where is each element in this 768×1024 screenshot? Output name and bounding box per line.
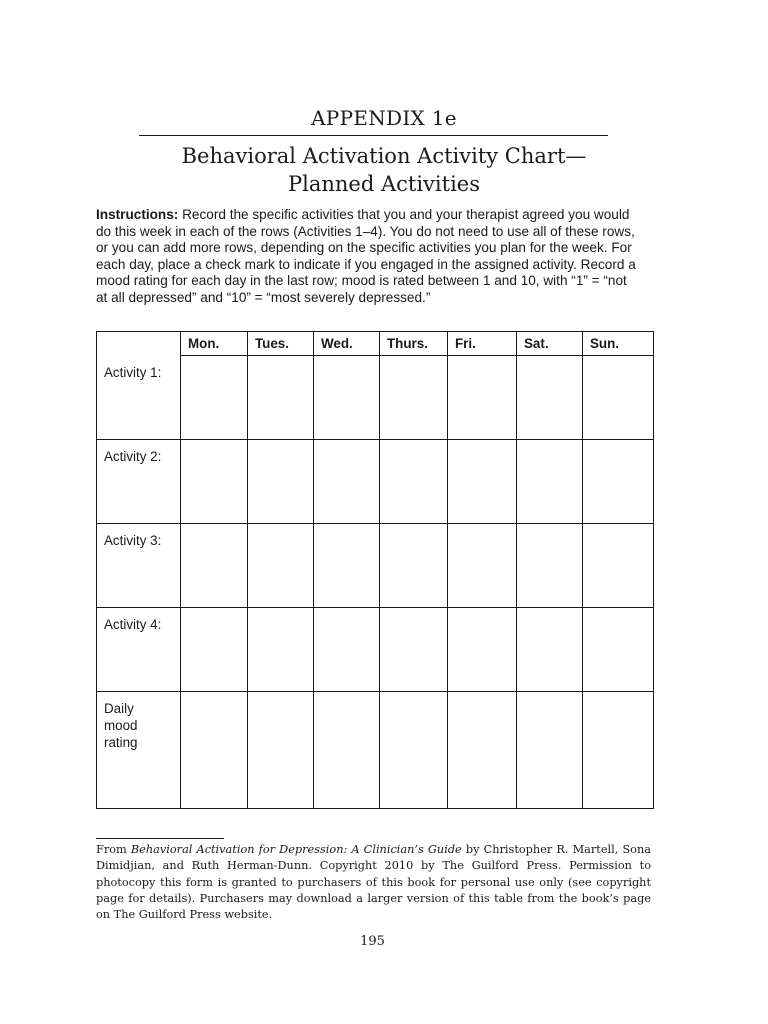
table-cell[interactable]	[583, 692, 654, 809]
title-line-1: Behavioral Activation Activity Chart—	[181, 144, 587, 168]
table-cell[interactable]	[248, 692, 314, 809]
table-cell[interactable]	[448, 608, 517, 692]
table-cell[interactable]	[517, 440, 583, 524]
page-number: 195	[360, 934, 385, 949]
table-row	[97, 608, 654, 692]
table-cell[interactable]	[583, 440, 654, 524]
table-row	[97, 356, 654, 440]
table-cell[interactable]	[314, 608, 380, 692]
row-label: Activity 3:	[97, 524, 181, 608]
row-label: Activity 2:	[97, 440, 181, 524]
table-cell[interactable]	[314, 524, 380, 608]
heading-rule	[139, 135, 608, 136]
header-day: Sat.	[517, 332, 583, 356]
footnote	[96, 842, 651, 923]
table-cell[interactable]	[181, 692, 248, 809]
header-corner	[97, 332, 181, 356]
header-day: Sun.	[583, 332, 654, 356]
mood-row	[97, 692, 654, 809]
table-cell[interactable]	[517, 692, 583, 809]
table-cell[interactable]	[248, 440, 314, 524]
table-cell[interactable]	[314, 440, 380, 524]
table-header-row	[97, 332, 654, 356]
page-title	[0, 142, 768, 198]
instructions-paragraph	[96, 207, 636, 307]
table-cell[interactable]	[181, 608, 248, 692]
header-day: Fri.	[448, 332, 517, 356]
table-cell[interactable]	[517, 524, 583, 608]
table-cell[interactable]	[448, 356, 517, 440]
footnote-text: by Christopher R. Martell, Sona Dimidjian, and Ruth Herman-Dunn. Copyright 2010 by The Guilford Press. Permission to photocopy this form is granted to purchasers of this book for personal use only (see copyright page for details). Purchasers may download a larger version of this table from the book’s page on The Guilford Press website.	[96, 843, 651, 922]
table-cell[interactable]	[248, 356, 314, 440]
instructions-label: Instructions:	[96, 207, 179, 222]
table-cell[interactable]	[181, 524, 248, 608]
header-day: Thurs.	[380, 332, 448, 356]
table-cell[interactable]	[314, 692, 380, 809]
table-cell[interactable]	[248, 524, 314, 608]
footnote-book-title: Behavioral Activation for Depression: A Clinician’s Guide	[130, 843, 462, 856]
table-cell[interactable]	[448, 440, 517, 524]
row-label: Activity 1:	[97, 356, 181, 440]
title-line-2: Planned Activities	[288, 172, 480, 196]
mood-label-line: rating	[104, 735, 138, 750]
footnote-rule	[96, 838, 224, 839]
table-cell[interactable]	[314, 356, 380, 440]
mood-label-line: mood	[104, 718, 138, 733]
table-cell[interactable]	[448, 692, 517, 809]
table-cell[interactable]	[517, 356, 583, 440]
mood-label-line: Daily	[104, 701, 134, 716]
footnote-prefix: From	[96, 843, 131, 856]
table-cell[interactable]	[583, 524, 654, 608]
table-cell[interactable]	[380, 356, 448, 440]
table-cell[interactable]	[380, 524, 448, 608]
table-cell[interactable]	[380, 692, 448, 809]
activity-chart-table	[96, 331, 654, 809]
table-cell[interactable]	[448, 524, 517, 608]
table-cell[interactable]	[583, 356, 654, 440]
table-cell[interactable]	[583, 608, 654, 692]
table-cell[interactable]	[517, 608, 583, 692]
row-label: Activity 4:	[97, 608, 181, 692]
header-day: Mon.	[181, 332, 248, 356]
table-row	[97, 440, 654, 524]
table-cell[interactable]	[181, 440, 248, 524]
table-cell[interactable]	[380, 440, 448, 524]
header-day: Tues.	[248, 332, 314, 356]
table-row	[97, 524, 654, 608]
table-cell[interactable]	[248, 608, 314, 692]
table-cell[interactable]	[380, 608, 448, 692]
mood-row-label	[97, 692, 181, 809]
table-cell[interactable]	[181, 356, 248, 440]
instructions-text: Record the specific activities that you and your therapist agreed you would do this week in each of the rows (Activities 1–4). You do not need to use all of these rows, or you can add more rows, depending on the specific activities you plan for the week. For each day, place a check mark to indicate if you engaged in the assigned activity. Record a mood rating for each day in the last row; mood is rated between 1 and 10, with “1” = “not at all depressed” and “10” = “most severely depressed.”	[96, 207, 636, 305]
header-day: Wed.	[314, 332, 380, 356]
appendix-heading: APPENDIX 1e	[311, 106, 457, 130]
